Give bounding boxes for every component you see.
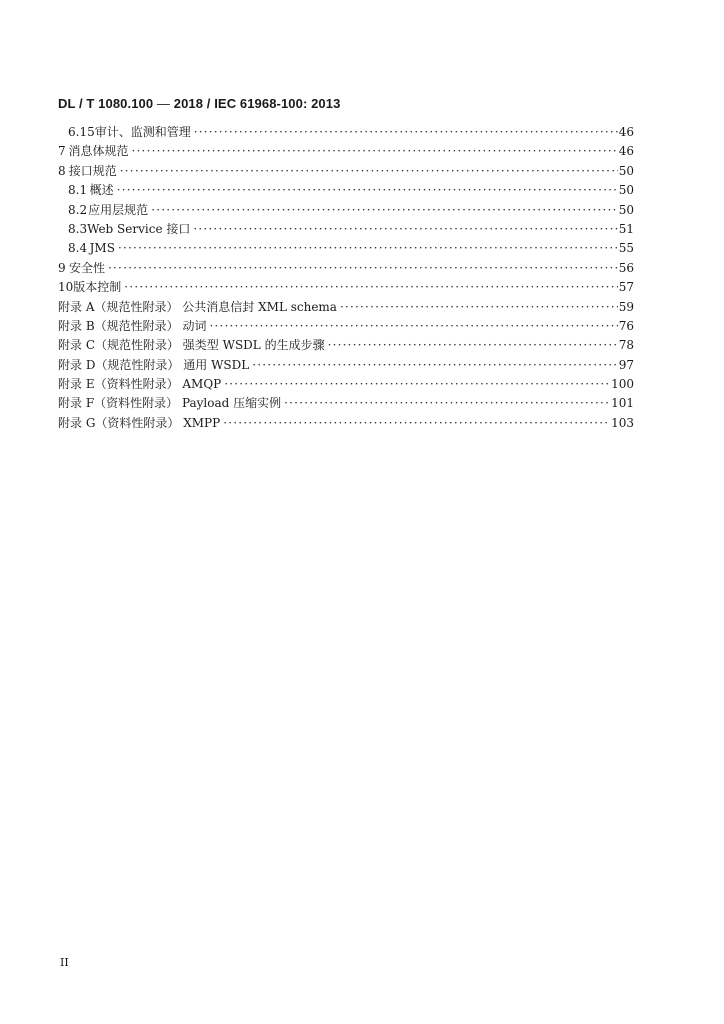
toc-entry-10[interactable] xyxy=(58,278,634,297)
toc-entry-appendix-c[interactable] xyxy=(58,336,634,355)
toc-number: 10 xyxy=(58,280,74,295)
toc-entry-8-2[interactable] xyxy=(58,201,634,220)
toc-title: JMS xyxy=(89,241,115,256)
toc-page-number: 76 xyxy=(618,318,634,333)
toc-page-number: 97 xyxy=(618,357,634,372)
toc-entry-6-15[interactable] xyxy=(58,123,634,142)
toc-page-number: 100 xyxy=(611,377,634,392)
toc-leader-dots xyxy=(124,278,617,297)
toc-entry-appendix-a[interactable] xyxy=(58,298,634,317)
page-footer xyxy=(60,956,69,969)
toc-entry-appendix-e[interactable] xyxy=(58,375,634,394)
toc-entry-appendix-b[interactable] xyxy=(58,317,634,336)
toc-leader-dots xyxy=(120,162,618,181)
toc-page-number: 46 xyxy=(618,125,634,139)
toc-number: 8.3 xyxy=(68,221,88,236)
year-and-iec: 2018 / IEC 61968-100: 2013 xyxy=(173,96,341,111)
toc-title: 附录 D（规范性附录） 通用 WSDL xyxy=(58,357,250,372)
toc-page-number: 51 xyxy=(618,221,634,236)
toc-leader-dots xyxy=(118,239,618,258)
table-of-contents xyxy=(58,123,634,433)
toc-page-number: 50 xyxy=(618,183,634,198)
toc-entry-7[interactable] xyxy=(58,142,634,161)
toc-title: 附录 C（规范性附录） 强类型 WSDL 的生成步骤 xyxy=(58,338,325,353)
toc-number: 8.2 xyxy=(68,202,88,217)
toc-number: 7 xyxy=(58,144,66,159)
toc-number: 8 xyxy=(58,163,66,178)
toc-leader-dots xyxy=(223,414,610,433)
toc-page-number: 55 xyxy=(618,241,634,256)
toc-title: 附录 G（资料性附录） XMPP xyxy=(58,415,221,430)
toc-number: 8.4 xyxy=(68,241,88,256)
toc-page-number: 50 xyxy=(618,163,634,178)
toc-leader-dots xyxy=(151,201,618,220)
toc-leader-dots xyxy=(108,259,618,278)
toc-leader-dots xyxy=(224,375,610,394)
toc-page-number: 56 xyxy=(618,260,634,275)
toc-title: 附录 B（规范性附录） 动词 xyxy=(58,318,207,333)
toc-entry-9[interactable] xyxy=(58,259,634,278)
toc-title: 附录 A（规范性附录） 公共消息信封 XML schema xyxy=(58,299,337,314)
toc-page-number: 101 xyxy=(611,396,634,411)
toc-leader-dots xyxy=(193,220,617,239)
toc-title: 接口规范 xyxy=(68,163,117,178)
toc-title: 附录 F（资料性附录） Payload 压缩实例 xyxy=(58,396,282,411)
toc-entry-8-4[interactable] xyxy=(58,239,634,258)
toc-page-number: 57 xyxy=(618,280,634,295)
toc-leader-dots xyxy=(117,181,618,200)
toc-leader-dots xyxy=(340,298,618,317)
toc-title: 概述 xyxy=(89,183,114,198)
toc-entry-8-3[interactable] xyxy=(58,220,634,239)
toc-title: 应用层规范 xyxy=(88,202,149,217)
toc-leader-dots xyxy=(328,336,618,355)
toc-page-number: 50 xyxy=(618,202,634,217)
toc-title: Web Service 接口 xyxy=(87,221,191,236)
toc-entry-8[interactable] xyxy=(58,162,634,181)
toc-leader-dots xyxy=(132,142,618,161)
page-number: II xyxy=(60,956,69,969)
toc-title: 安全性 xyxy=(69,260,106,275)
toc-page-number: 59 xyxy=(618,299,634,314)
toc-entry-appendix-g[interactable] xyxy=(58,414,634,433)
document-header xyxy=(58,96,340,111)
toc-page-number: 78 xyxy=(618,338,634,353)
toc-number: 9 xyxy=(58,260,66,275)
toc-number: 6.15 xyxy=(68,125,95,139)
toc-entry-appendix-f[interactable] xyxy=(58,394,634,413)
toc-entry-appendix-d[interactable] xyxy=(58,356,634,375)
toc-leader-dots xyxy=(252,356,618,375)
toc-page-number: 46 xyxy=(618,144,634,159)
toc-title: 版本控制 xyxy=(73,280,122,295)
header-dash: — xyxy=(153,96,174,111)
toc-entry-8-1[interactable] xyxy=(58,181,634,200)
toc-number: 8.1 xyxy=(68,183,88,198)
toc-page-number: 103 xyxy=(611,415,634,430)
toc-leader-dots xyxy=(194,123,618,142)
toc-leader-dots xyxy=(284,394,610,413)
toc-title: 审计、监测和管理 xyxy=(94,125,191,139)
toc-title: 消息体规范 xyxy=(68,144,129,159)
toc-title: 附录 E（资料性附录） AMQP xyxy=(58,377,222,392)
standard-id: DL / T 1080.100 xyxy=(58,96,154,111)
toc-leader-dots xyxy=(209,317,617,336)
